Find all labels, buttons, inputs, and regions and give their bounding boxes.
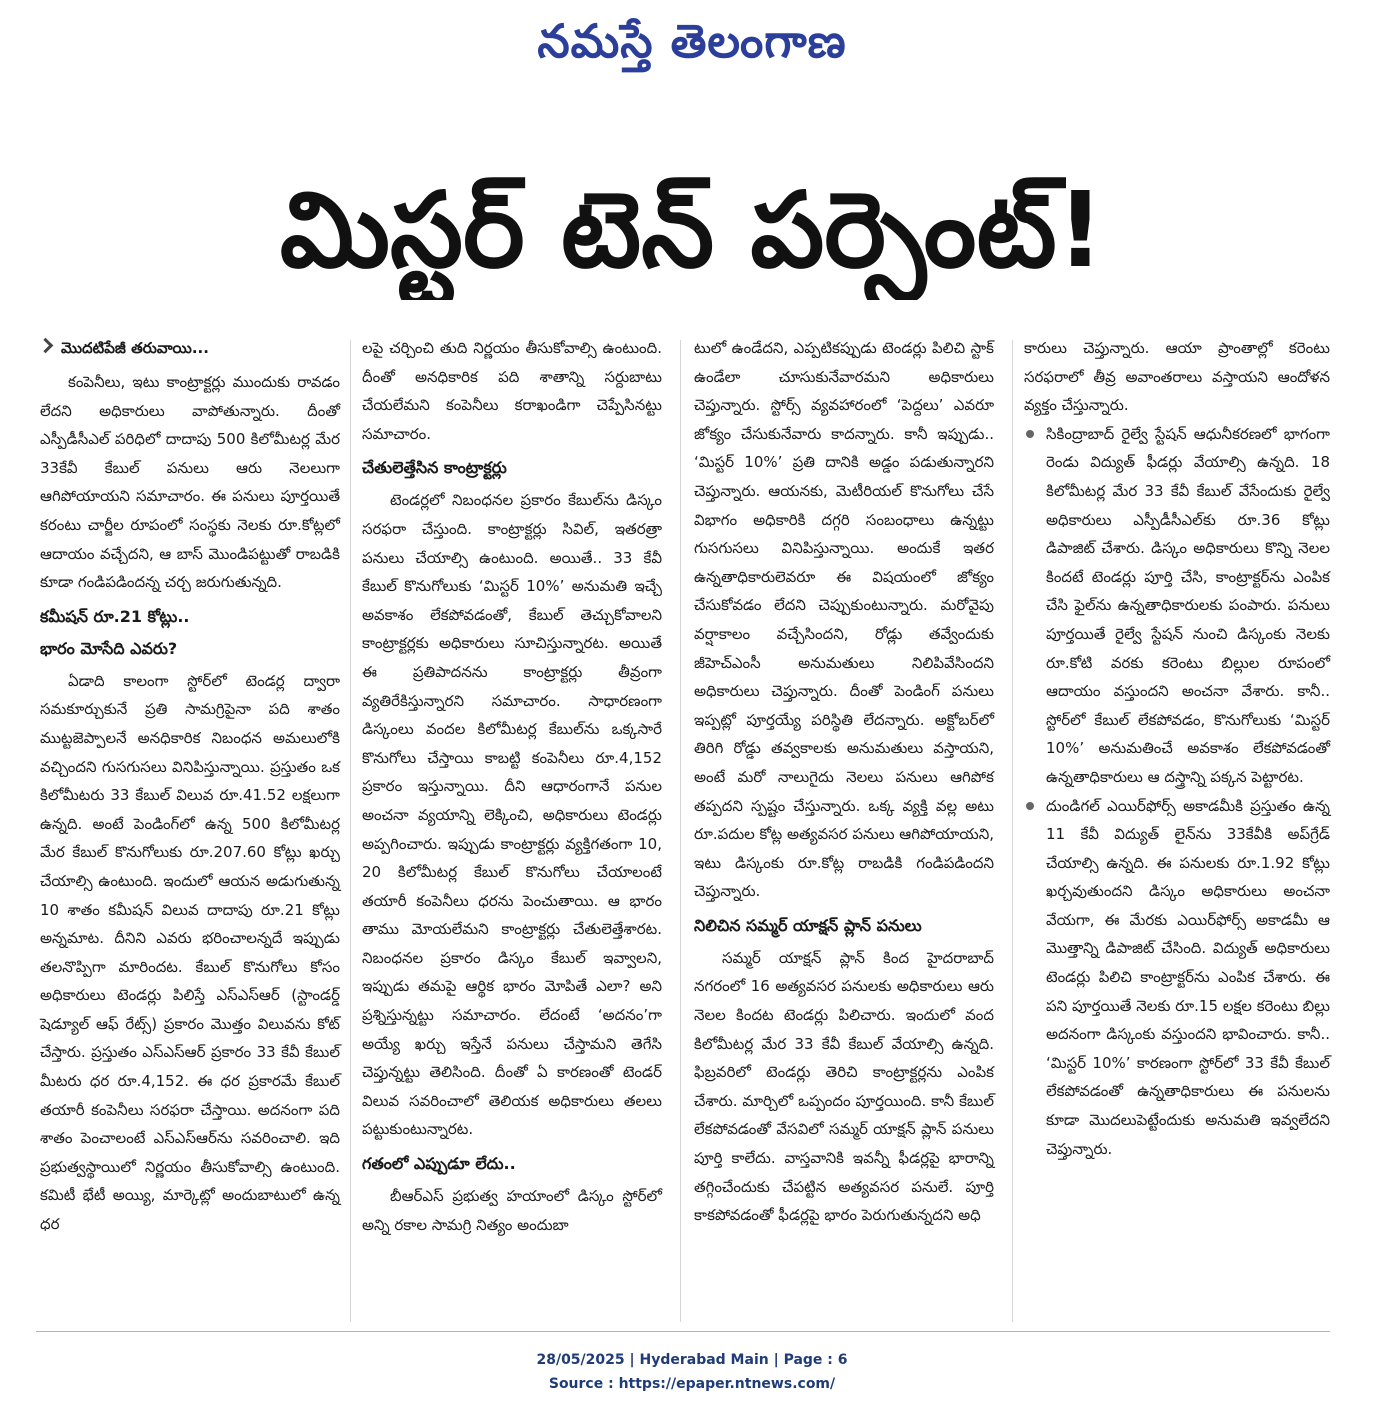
bullet-dot-icon (1026, 802, 1034, 810)
subheading: నిలిచిన సమ్మర్ యాక్షన్ ప్లాన్ పనులు (694, 915, 922, 935)
column-2 (362, 334, 662, 1239)
paragraph: టులో ఉండేదని, ఎప్పటికప్పుడు టెండర్లు పిలిచి స్టాక్ ఉండేలా చూసుకునేవారమని అధికారులు చెప్తున్నారు. స్టోర్స్ వ్యవహారంలో ‘పెద్దలు’ ఎవరూ జోక్యం చేసుకునేవారు కాదన్నారు. కానీ ఇప్పుడు.. ‘మిస్టర్ 10%’ ప్రతి దానికి అడ్డం పడుతున్నారని చెప్తున్నారు. ఆయనకు, మెటీరియల్ కొనుగోలు చేసే విభాగం అధికారికి దగ్గరి సంబంధాలు ఉన్నట్టు గుసగుసలు వినిపిస్తున్నాయి. అందుకే ఇతర ఉన్నతాధికారులెవరూ ఈ విషయంలో జోక్యం చేసుకోవడం లేదని చెప్పుకుంటున్నారు. మరోవైపు వర్షాకాలం వచ్చేసిందని, రోడ్లు తవ్వేందుకు జీహెచ్ఎంసీ అనుమతులు నిలిపివేసిందని అధికారులు చెప్తున్నారు. దీంతో పెండింగ్ పనులు ఇప్పట్లో పూర్తయ్యే పరిస్థితి లేదన్నారు. అక్టోబర్‌లో తిరిగి రోడ్డు తవ్వకాలకు అనుమతులు వస్తాయని, అంటే మరో నాలుగైదు నెలలు పనులు ఆగిపోక తప్పదని స్పష్టం చేస్తున్నారు. ఒక్క వ్యక్తి వల్ల అటు రూ.పదుల కోట్ల అత్యవసర పనులు ఆగిపోయాయని, ఇటు డిస్కంకు రూ.కోట్ల రాబడికి గండిపడిందని చెప్తున్నారు. (694, 339, 994, 901)
paragraph: లపై చర్చించి తుది నిర్ణయం తీసుకోవాల్సి ఉంటుంది. దీంతో అనధికారిక పది శాతాన్ని సర్దుబాటు చేయలేమని కంపెనీలు కరాఖండిగా చెప్పేసినట్టు సమాచారం. (362, 339, 662, 443)
subheading: భారం మోసేది ఎవరు? (40, 638, 178, 658)
paragraph: బీఆర్ఎస్ ప్రభుత్వ హయాంలో డిస్కం స్టోర్‌లో అన్ని రకాల సామగ్రి నిత్యం అందుబా (362, 1187, 662, 1234)
chevron-right-icon (38, 338, 54, 354)
paragraph: కంపెనీలు, ఇటు కాంట్రాక్టర్లు ముందుకు రావడం లేదని అధికారులు వాపోతున్నారు. దీంతో ఎస్పీడీసీఎల్ పరిధిలో దాదాపు 500 కిలోమీటర్ల మేర 33కేవీ కేబుల్ పనులు ఆరు నెలలుగా ఆగిపోయాయని సమాచారం. ఈ పనులు పూర్తయితే కరంటు చార్జీల రూపంలో సంస్థకు నెలకు రూ.కోట్లలో ఆదాయం వచ్చేదని, ఆ బాస్ మొండిపట్టుతో రాబడికి కూడా గండిపడిందన్న చర్చ జరుగుతున్నది. (40, 373, 340, 592)
column-3 (694, 334, 994, 1230)
bullet-dot-icon (1026, 430, 1034, 438)
article-body (40, 334, 1330, 1234)
column-4 (1024, 334, 1330, 1163)
paragraph: టెండర్లలో నిబంధనల ప్రకారం కేబుల్‌ను డిస్కం సరఫరా చేస్తుంది. కాంట్రాక్టర్లు సివిల్, ఇతరత్రా పనులు చేయాల్సి ఉంటుంది. అయితే.. 33 కేవీ కేబుల్ కొనుగోలుకు ‘మిస్టర్ 10%’ అనుమతి ఇచ్చే అవకాశం లేకపోవడంతో, కేబుల్ తెచ్చుకోవాలని కాంట్రాక్టర్లకు అధికారులు సూచిస్తున్నారట. అయితే ఈ ప్రతిపాదనను కాంట్రాక్టర్లు తీవ్రంగా వ్యతిరేకిస్తున్నారని సమాచారం. సాధారణంగా డిస్కంలు వందల కిలోమీటర్ల కేబుల్‌ను ఒక్కసారే కొనుగోలు చేస్తాయి కాబట్టి కంపెనీలు రూ.4,152 ప్రకారం ఇస్తున్నాయి. దీని ఆధారంగానే పనుల అంచనా వ్యయాన్ని లెక్కించి, అధికారులు టెండర్లు అప్పగించారు. ఇప్పుడు కాంట్రాక్టర్లు వ్యక్తిగతంగా 10, 20 కిలోమీటర్ల కేబుల్ కొనుగోలు చేయాలంటే తయారీ కంపెనీలు ధరను పెంచుతాయి. ఆ భారం తాము మోయలేమని కాంట్రాక్టర్లు చేతులెత్తేశారట. నిబంధనల ప్రకారం డిస్కం కేబుల్ ఇవ్వాలని, ఇప్పుడు తమపై ఆర్థిక భారం మోపితే ఎలా? అని ప్రశ్నిస్తున్నట్టు సమాచారం. లేదంటే ‘అదనం’గా అయ్యే ఖర్చు ఇస్తేనే పనులు చేస్తామని తెగేసి చెప్తున్నట్టు తెలిసింది. దీంతో ఏ కారణంతో టెండర్ విలువ సవరించాలో తెలియక అధికారులు తలలు పట్టుకుంటున్నారట. (362, 491, 662, 1139)
paragraph: ఏడాది కాలంగా స్టోర్‌లో టెండర్ల ద్వారా సమకూర్చుకునే ప్రతి సామగ్రిపైనా పది శాతం ముట్టజెప్పాలనే అనధికారిక నిబంధన అమలులోకి వచ్చిందని గుసగుసలు వినిపిస్తున్నాయి. ప్రస్తుతం ఒక కిలోమీటరు 33 కేబుల్ విలువ రూ.41.52 లక్షలుగా ఉన్నది. అంటే పెండింగ్‌లో ఉన్న 500 కిలోమీటర్ల మేర కేబుల్ కొనుగోలుకు రూ.207.60 కోట్లు ఖర్చు చేయాల్సి ఉంటుంది. ఇందులో ఆయన అడుగుతున్న 10 శాతం కమీషన్ విలువ దాదాపు రూ.21 కోట్లు అన్నమాట. దీనిని ఎవరు భరించాలన్నదే ఇప్పుడు తలనొప్పిగా మారిందట. కేబుల్ కొనుగోలు కోసం అధికారులు టెండర్లు పిలిస్తే ఎస్ఎస్ఆర్ (స్టాండర్డ్ షెడ్యూల్ ఆఫ్ రేట్స్) ప్రకారం మొత్తం విలువను కోట్ చేస్తారు. ప్రస్తుతం ఎస్ఎస్ఆర్ ప్రకారం 33 కేవీ కేబుల్ మీటరు ధర రూ.4,152. ఈ ధర ప్రకారమే కేబుల్ తయారీ కంపెనీలు సరఫరా చేస్తాయి. అదనంగా పది శాతం పెంచాలంటే ఎస్ఎస్ఆర్‌ను సవరించాలి. ఇది ప్రభుత్వస్థాయిలో నిర్ణయం తీసుకోవాల్సి ఉంటుంది. కమిటీ భేటీ అయ్యి, మార్కెట్లో అందుబాటులో ఉన్న ధర (40, 671, 340, 1234)
masthead-logo: నమస్తే తెలంగాణ (537, 14, 847, 68)
column-1 (40, 334, 340, 1239)
paragraph: సమ్మర్ యాక్షన్ ప్లాన్ కింద హైదరాబాద్ నగరంలో 16 అత్యవసర పనులకు అధికారులు ఆరు నెలల కిందట టెండర్లు పిలిచారు. ఇందులో వంద కిలోమీటర్ల మేర 33 కేవీ కేబుల్ వేయాల్సి ఉన్నది. ఫిబ్రవరిలో టెండర్లు తెరిచి కాంట్రాక్టర్లను ఎంపిక చేశారు. మార్చిలో ఒప్పందం పూర్తయింది. కానీ కేబుల్ లేకపోవడంతో వేసవిలో సమ్మర్ యాక్షన్ ప్లాన్ పనులు పూర్తి కాలేదు. వాస్తవానికి ఇవన్నీ ఫీడర్లపై భారాన్ని తగ్గించేందుకు చేపట్టిన అత్యవసర పనులే. పూర్తి కాకపోవడంతో ఫీడర్లపై భారం పెరుగుతున్నదని అధి (694, 948, 994, 1225)
footer-divider (36, 1331, 1330, 1332)
headline: మిస్టర్ టెన్ పర్సెంట్! (279, 169, 1105, 291)
footer-source: Source : https://epaper.ntnews.com/ (548, 1376, 836, 1392)
bullet-item: సికింద్రాబాద్ రైల్వే స్టేషన్ ఆధునీకరణలో భాగంగా రెండు విద్యుత్ ఫీడర్లు వేయాల్సి ఉన్నది. 18 కిలోమీటర్ల మేర 33 కేవీ కేబుల్ వేసేందుకు రైల్వే అధికారులు ఎస్పీడీసీఎల్‌కు రూ.36 కోట్లు డిపాజిట్ చేశారు. డిస్కం అధికారులు కొన్ని నెలల కిందటే టెండర్లు పూర్తి చేసి, కాంట్రాక్టర్‌ను ఎంపిక చేసి ఫైల్‌ను ఉన్నతాధికారులకు పంపారు. పనులు పూర్తయితే రైల్వే స్టేషన్ నుంచి డిస్కంకు నెలకు రూ.కోటి వరకు కరెంటు బిల్లుల రూపంలో ఆదాయం వస్తుందని అంచనా వేశారు. కానీ.. స్టోర్‌లో కేబుల్ లేకపోవడం, కొనుగోలుకు ‘మిస్టర్ 10%’ అనుమతించే అవకాశం లేకపోవడంతో ఉన్నతాధికారులు ఆ దస్త్రాన్ని పక్కన పెట్టారట. (1024, 420, 1330, 792)
subheading: కమీషన్ రూ.21 కోట్లు.. (40, 606, 190, 626)
bullet-item: దుండిగల్ ఎయిర్‌ఫోర్స్ అకాడమీకి ప్రస్తుతం ఉన్న 11 కేవీ విద్యుత్ లైన్‌ను 33కేవీకి అప్‌గ్రేడ్ చేయాల్సి ఉన్నది. ఈ పనులకు రూ.1.92 కోట్లు ఖర్చవుతుందని డిస్కం అధికారులు అంచనా వేయగా, ఈ మేరకు ఎయిర్‌ఫోర్స్ అకాడమీ ఆ మొత్తాన్ని డిపాజిట్ చేసింది. విద్యుత్ అధికారులు టెండర్లు పిలిచి కాంట్రాక్టర్‌ను ఎంపిక చేశారు. ఈ పని పూర్తయితే నెలకు రూ.15 లక్షల కరెంటు బిల్లు అదనంగా డిస్కంకు వస్తుందని భావించారు. కానీ.. ‘మిస్టర్ 10%’ కారణంగా స్టోర్‌లో 33 కేవీ కేబుల్ లేకపోవడంతో ఉన్నతాధికారులు ఈ పనులను కూడా మొదలుపెట్టేందుకు అనుమతి ఇవ్వలేదని చెప్తున్నారు. (1024, 792, 1330, 1164)
paragraph: కారులు చెప్తున్నారు. ఆయా ప్రాంతాల్లో కరెంటు సరఫరాలో తీవ్ర అవాంతరాలు వస్తాయని ఆందోళన వ్యక్తం చేస్తున్నారు. (1024, 339, 1330, 415)
footer-date-edition: 28/05/2025 | Hyderabad Main | Page : 6 (536, 1352, 848, 1368)
subheading: చేతులెత్తేసిన కాంట్రాక్టర్లు (362, 458, 507, 478)
subheading: గతంలో ఎప్పుడూ లేదు.. (362, 1154, 516, 1174)
continuation-label: మొదటిపేజీ తరువాయి... (40, 334, 340, 362)
